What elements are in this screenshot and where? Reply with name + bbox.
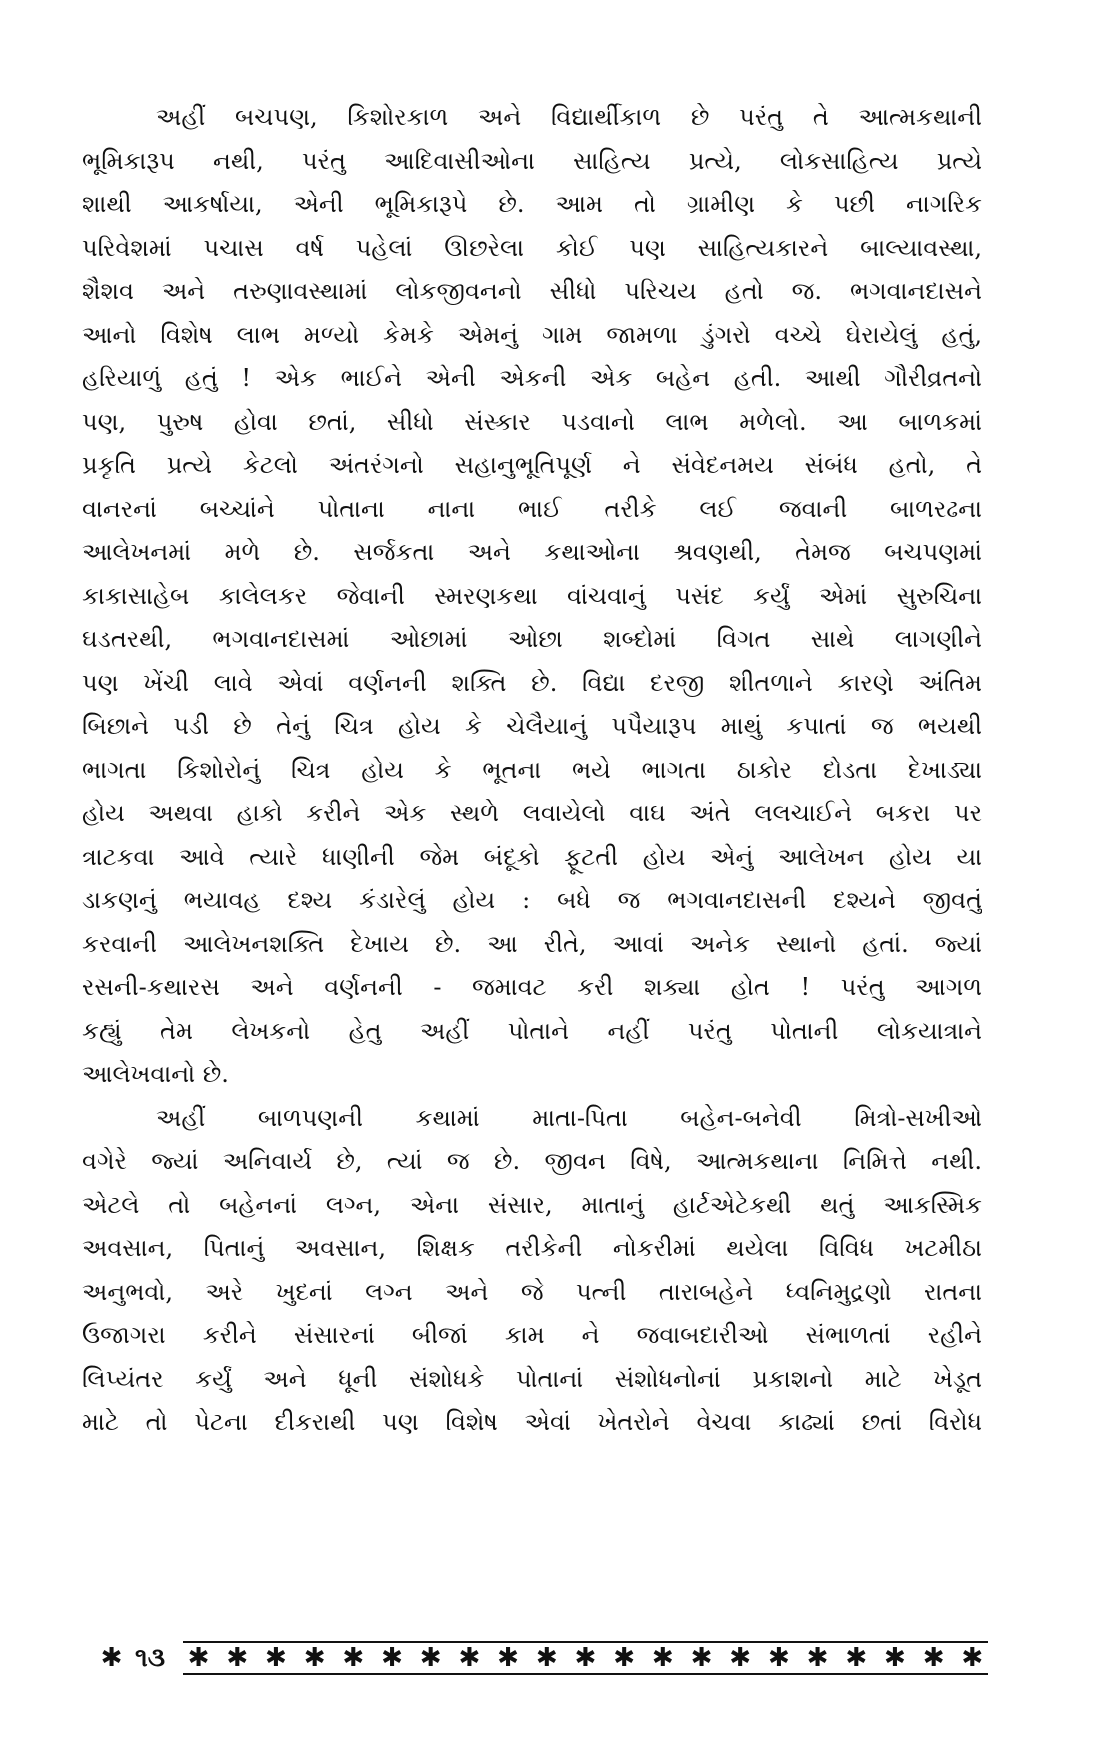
text-line: અનુભવો, અરે ખુદનાં લગ્ન અને જે પત્ની તારાબહેને ધ્વનિમુદ્રણો રાતના xyxy=(82,1277,982,1306)
text-line: વગેરે જ્યાં અનિવાર્ય છે, ત્યાં જ છે. જીવન વિષે, આત્મકથાના નિમિત્તે નથી. xyxy=(82,1147,982,1175)
text-line: વાનરનાં બચ્ચાંને પોતાના નાના ભાઈ તરીકે લઈ જવાની બાળરઢના xyxy=(82,494,982,523)
text-line: ભૂમિકારૂપ નથી, પરંતુ આદિવાસીઓના સાહિત્ય પ્રત્યે, લોકસાહિત્ય પ્રત્યે xyxy=(82,146,982,175)
text-line: એટલે તો બહેનનાં લગ્ન, એના સંસાર, માતાનું હાર્ટએટેકથી થતું આકસ્મિક xyxy=(82,1190,982,1219)
text-line: ભાગતા કિશોરોનું ચિત્ર હોય કે ભૂતના ભયે ભાગતા ઠાકોર દોડતા દેખાડ્યા xyxy=(82,755,982,784)
star-ornament-icon: ✱ xyxy=(574,1643,597,1673)
star-ornament-icon: ✱ xyxy=(342,1643,365,1673)
text-line: પણ ખેંચી લાવે એવાં વર્ણનની શક્તિ છે. વિદ્યા દરજી શીતળાને કારણે અંતિમ xyxy=(82,668,982,697)
text-line: કરવાની આલેખનશક્તિ દેખાય છે. આ રીતે, આવાં અનેક સ્થાનો હતાં. જ્યાં xyxy=(82,929,982,958)
star-ornament-icon: ✱ xyxy=(613,1643,636,1673)
footer-row xyxy=(96,1642,988,1674)
page-footer xyxy=(96,1638,988,1678)
text-line: માટે તો પેટના દીકરાથી પણ વિશેષ એવાં ખેતરોને વેચવા કાઢ્યાં છતાં વિરોધ xyxy=(82,1408,982,1436)
text-line: હોય અથવા હાકો કરીને એક સ્થળે લવાયેલો વાઘ અંતે લલચાઈને બકરા પર xyxy=(82,799,982,827)
text-line: આલેખનમાં મળે છે. સર્જકતા અને કથાઓના શ્રવણથી, તેમજ બચપણમાં xyxy=(82,538,982,566)
star-ornament-icon: ✱ xyxy=(884,1643,906,1673)
text-line: રસની-કથારસ અને વર્ણનની - જમાવટ કરી શક્યા હોત ! પરંતુ આગળ xyxy=(82,973,982,1001)
text-line: ઘડતરથી, ભગવાનદાસમાં ઓછામાં ઓછા શબ્દોમાં વિગત સાથે લાગણીને xyxy=(82,625,982,653)
page-number: ૧૩ xyxy=(135,1643,166,1673)
text-line: શાથી આકર્ષાયા, એની ભૂમિકારૂપે છે. આમ તો ગ્રામીણ કે પછી નાગરિક xyxy=(82,190,982,218)
star-ornament-strip xyxy=(183,1641,988,1675)
text-line: આલેખવાનો છે. xyxy=(82,1060,229,1088)
star-ornament-icon: ✱ xyxy=(226,1643,249,1673)
paragraph-2 xyxy=(82,1097,982,1445)
text-line: લિપ્યંતર કર્યું અને ધૂની સંશોધકે પોતાનાં સંશોધનોનાં પ્રકાશનો માટે ખેડૂત xyxy=(82,1364,982,1393)
text-line: ત્રાટકવા આવે ત્યારે ધાણીની જેમ બંદૂકો ફૂટતી હોય એનું આલેખન હોય યા xyxy=(82,842,982,871)
star-ornament-icon: ✱ xyxy=(767,1643,790,1673)
text-line: કાકાસાહેબ કાલેલકર જેવાની સ્મરણકથા વાંચવાનું પસંદ કર્યું એમાં સુરુચિના xyxy=(82,581,982,610)
page-body xyxy=(82,96,982,1696)
text-line: અહીં બચપણ, કિશોરકાળ અને વિદ્યાર્થીકાળ છે પરંતુ તે આત્મકથાની xyxy=(156,103,982,131)
star-ornament-icon: ✱ xyxy=(651,1643,674,1673)
text-line: બિછાને પડી છે તેનું ચિત્ર હોય કે ચેલૈયાનું પપૈયારૂપ માથું કપાતાં જ ભયથી xyxy=(82,712,982,740)
star-ornament-icon: ✱ xyxy=(303,1643,326,1673)
star-ornament-icon: ✱ xyxy=(419,1643,442,1673)
text-line: પણ, પુરુષ હોવા છતાં, સીધો સંસ્કાર પડવાનો લાભ મળેલો. આ બાળકમાં xyxy=(82,407,982,436)
text-line: હરિયાળું હતું ! એક ભાઈને એની એકની એક બહેન હતી. આથી ગૌરીવ્રતનો xyxy=(82,364,982,392)
star-ornament-icon: ✱ xyxy=(729,1643,752,1673)
star-ornament-icon: ✱ xyxy=(806,1643,829,1673)
star-ornament-icon: ✱ xyxy=(961,1643,984,1673)
paragraph-1 xyxy=(82,96,982,1097)
text-line: પ્રકૃતિ પ્રત્યે કેટલો અંતરંગનો સહાનુભૂતિપૂર્ણ ને સંવેદનમય સંબંધ હતો, તે xyxy=(82,451,982,479)
text-line: આનો વિશેષ લાભ મળ્યો કેમકે એમનું ગામ જામળા ડુંગરો વચ્ચે ઘેરાયેલું હતું, xyxy=(82,320,982,349)
text-line: શૈશવ અને તરુણાવસ્થામાં લોકજીવનનો સીધો પરિચય હતો જ. ભગવાનદાસને xyxy=(82,277,982,305)
star-ornament-icon: ✱ xyxy=(100,1643,123,1673)
text-line: પરિવેશમાં પચાસ વર્ષ પહેલાં ઊછરેલા કોઈ પણ સાહિત્યકારને બાલ્યાવસ્થા, xyxy=(82,233,982,262)
text-line: અહીં બાળપણની કથામાં માતા-પિતા બહેન-બનેવી મિત્રો-સખીઓ xyxy=(156,1103,982,1132)
star-ornament-icon: ✱ xyxy=(690,1643,713,1673)
text-line: કહ્યું તેમ લેખકનો હેતુ અહીં પોતાને નહીં પરંતુ પોતાની લોકયાત્રાને xyxy=(82,1016,982,1045)
text-line: અવસાન, પિતાનું અવસાન, શિક્ષક તરીકેની નોકરીમાં થયેલા વિવિધ ખટમીઠા xyxy=(82,1234,982,1262)
star-ornament-icon: ✱ xyxy=(922,1643,945,1673)
star-ornament-icon: ✱ xyxy=(265,1643,287,1673)
star-ornament-icon: ✱ xyxy=(458,1643,481,1673)
star-ornament-icon: ✱ xyxy=(187,1643,210,1673)
text-line: ઉજાગરા કરીને સંસારનાં બીજાં કામ ને જવાબદારીઓ સંભાળતાં રહીને xyxy=(82,1321,982,1349)
star-ornament-icon: ✱ xyxy=(535,1643,558,1673)
star-ornament-icon: ✱ xyxy=(497,1643,519,1673)
star-ornament-icon: ✱ xyxy=(381,1643,403,1673)
text-line: ડાકણનું ભયાવહ દશ્ય કંડારેલું હોય : બધે જ ભગવાનદાસની દશ્યને જીવતું xyxy=(82,886,982,914)
star-ornament-icon: ✱ xyxy=(845,1643,868,1673)
